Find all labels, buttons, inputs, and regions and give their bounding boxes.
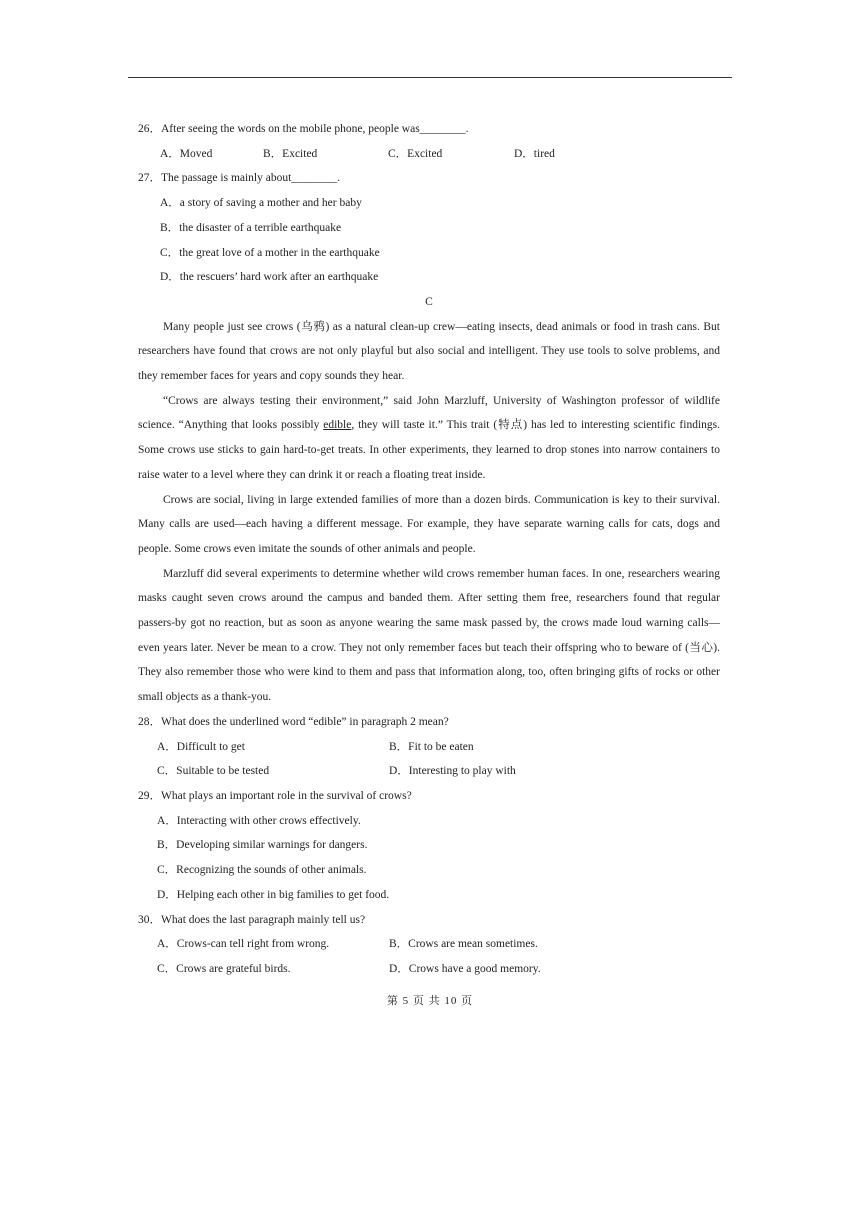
question-26-options (138, 142, 720, 167)
question-27-option-a: A．a story of saving a mother and her baby (160, 197, 362, 210)
question-26-option-b: B．Excited (263, 147, 318, 160)
header-rule (128, 77, 732, 78)
underlined-word-edible: edible (323, 419, 352, 432)
question-27-option-c: C．the great love of a mother in the earthquake (160, 246, 380, 259)
passage-paragraph-2-start: “Crows are always testing their environment,” said John Marzluff, University of Washington professor of wildlife science. “Anything that looks possibly (138, 394, 720, 432)
question-28-option-d: D．Interesting to play with (389, 765, 516, 778)
section-heading: C (425, 295, 433, 308)
question-28-option-a: A．Difficult to get (157, 740, 245, 753)
passage-paragraph-4: Marzluff did several experiments to determine whether wild crows remember human faces. In one, researchers wearing masks caught seven crows around the campus and banded them. After setting them free, researchers found that regular passers-by got no reaction, but as soon as anyone wearing the same mask passed by, the crows made loud warning calls—even years later. Never be mean to a crow. They not only remember faces but teach their offspring who to beware of (当心). They also remember those who were kind to them and pass that information along, too, often bringing gifts of rocks or other small objects as a thank-you. (138, 567, 720, 704)
question-27-option-b: B．the disaster of a terrible earthquake (160, 221, 342, 234)
question-26-option-d: D．tired (514, 147, 555, 160)
passage-paragraph-2 (138, 389, 720, 488)
question-30-option-d: D．Crows have a good memory. (389, 962, 541, 975)
question-30-option-a: A．Crows-can tell right from wrong. (157, 938, 330, 951)
passage-paragraph-3: Crows are social, living in large extended families of more than a dozen birds. Communication is key to their survival. Many calls are used—each having a different message. For example, they have separate warning calls for cats, dogs and people. Some crows even imitate the sounds of other animals and people. (138, 493, 720, 555)
question-27-stem: 27．The passage is mainly about________. (138, 172, 341, 185)
question-30-stem: 30．What does the last paragraph mainly tell us? (138, 913, 366, 926)
passage-paragraph-1: Many people just see crows (乌鸦) as a natural clean-up crew—eating insects, dead animals or food in trash cans. But researchers have found that crows are not only playful but also social and intelligent. They use tools to solve problems, and they remember faces for years and copy sounds they hear. (138, 320, 720, 383)
question-29-option-a: A．Interacting with other crows effectively. (157, 814, 361, 827)
question-28-stem: 28．What does the underlined word “edible” in paragraph 2 mean? (138, 715, 449, 728)
question-28-options-row-1 (138, 735, 720, 760)
question-29-option-b: B．Developing similar warnings for dangers. (157, 839, 368, 852)
question-29-option-d: D．Helping each other in big families to get food. (157, 888, 390, 901)
page-content (138, 117, 720, 982)
question-29-stem: 29．What plays an important role in the survival of crows? (138, 789, 412, 802)
question-29-option-c: C．Recognizing the sounds of other animals. (157, 864, 367, 877)
question-26-option-a: A．Moved (160, 147, 213, 160)
question-28-options-row-2 (138, 759, 720, 784)
question-30-option-b: B．Crows are mean sometimes. (389, 938, 538, 951)
page-number-footer: 第 5 页 共 10 页 (386, 995, 474, 1007)
passage-paragraph-2-end: , they will taste it.” This trait (特点) has led to interesting scientific findings. Some crows use sticks to gain hard-to-get treats. In other experiments, they learned to drop stones into narrow containers to raise water to a level where they can drink it or reach a floating treat inside. (138, 419, 720, 481)
question-27-option-d: D．the rescuers’ hard work after an earthquake (160, 271, 379, 284)
question-28-option-c: C．Suitable to be tested (157, 765, 270, 778)
question-26-stem: 26．After seeing the words on the mobile phone, people was________. (138, 123, 469, 135)
question-30-options-row-1 (138, 932, 720, 957)
question-26-option-c: C．Excited (388, 147, 443, 160)
question-28-option-b: B．Fit to be eaten (389, 740, 474, 753)
question-30-options-row-2 (138, 957, 720, 982)
question-30-option-c: C．Crows are grateful birds. (157, 962, 291, 975)
